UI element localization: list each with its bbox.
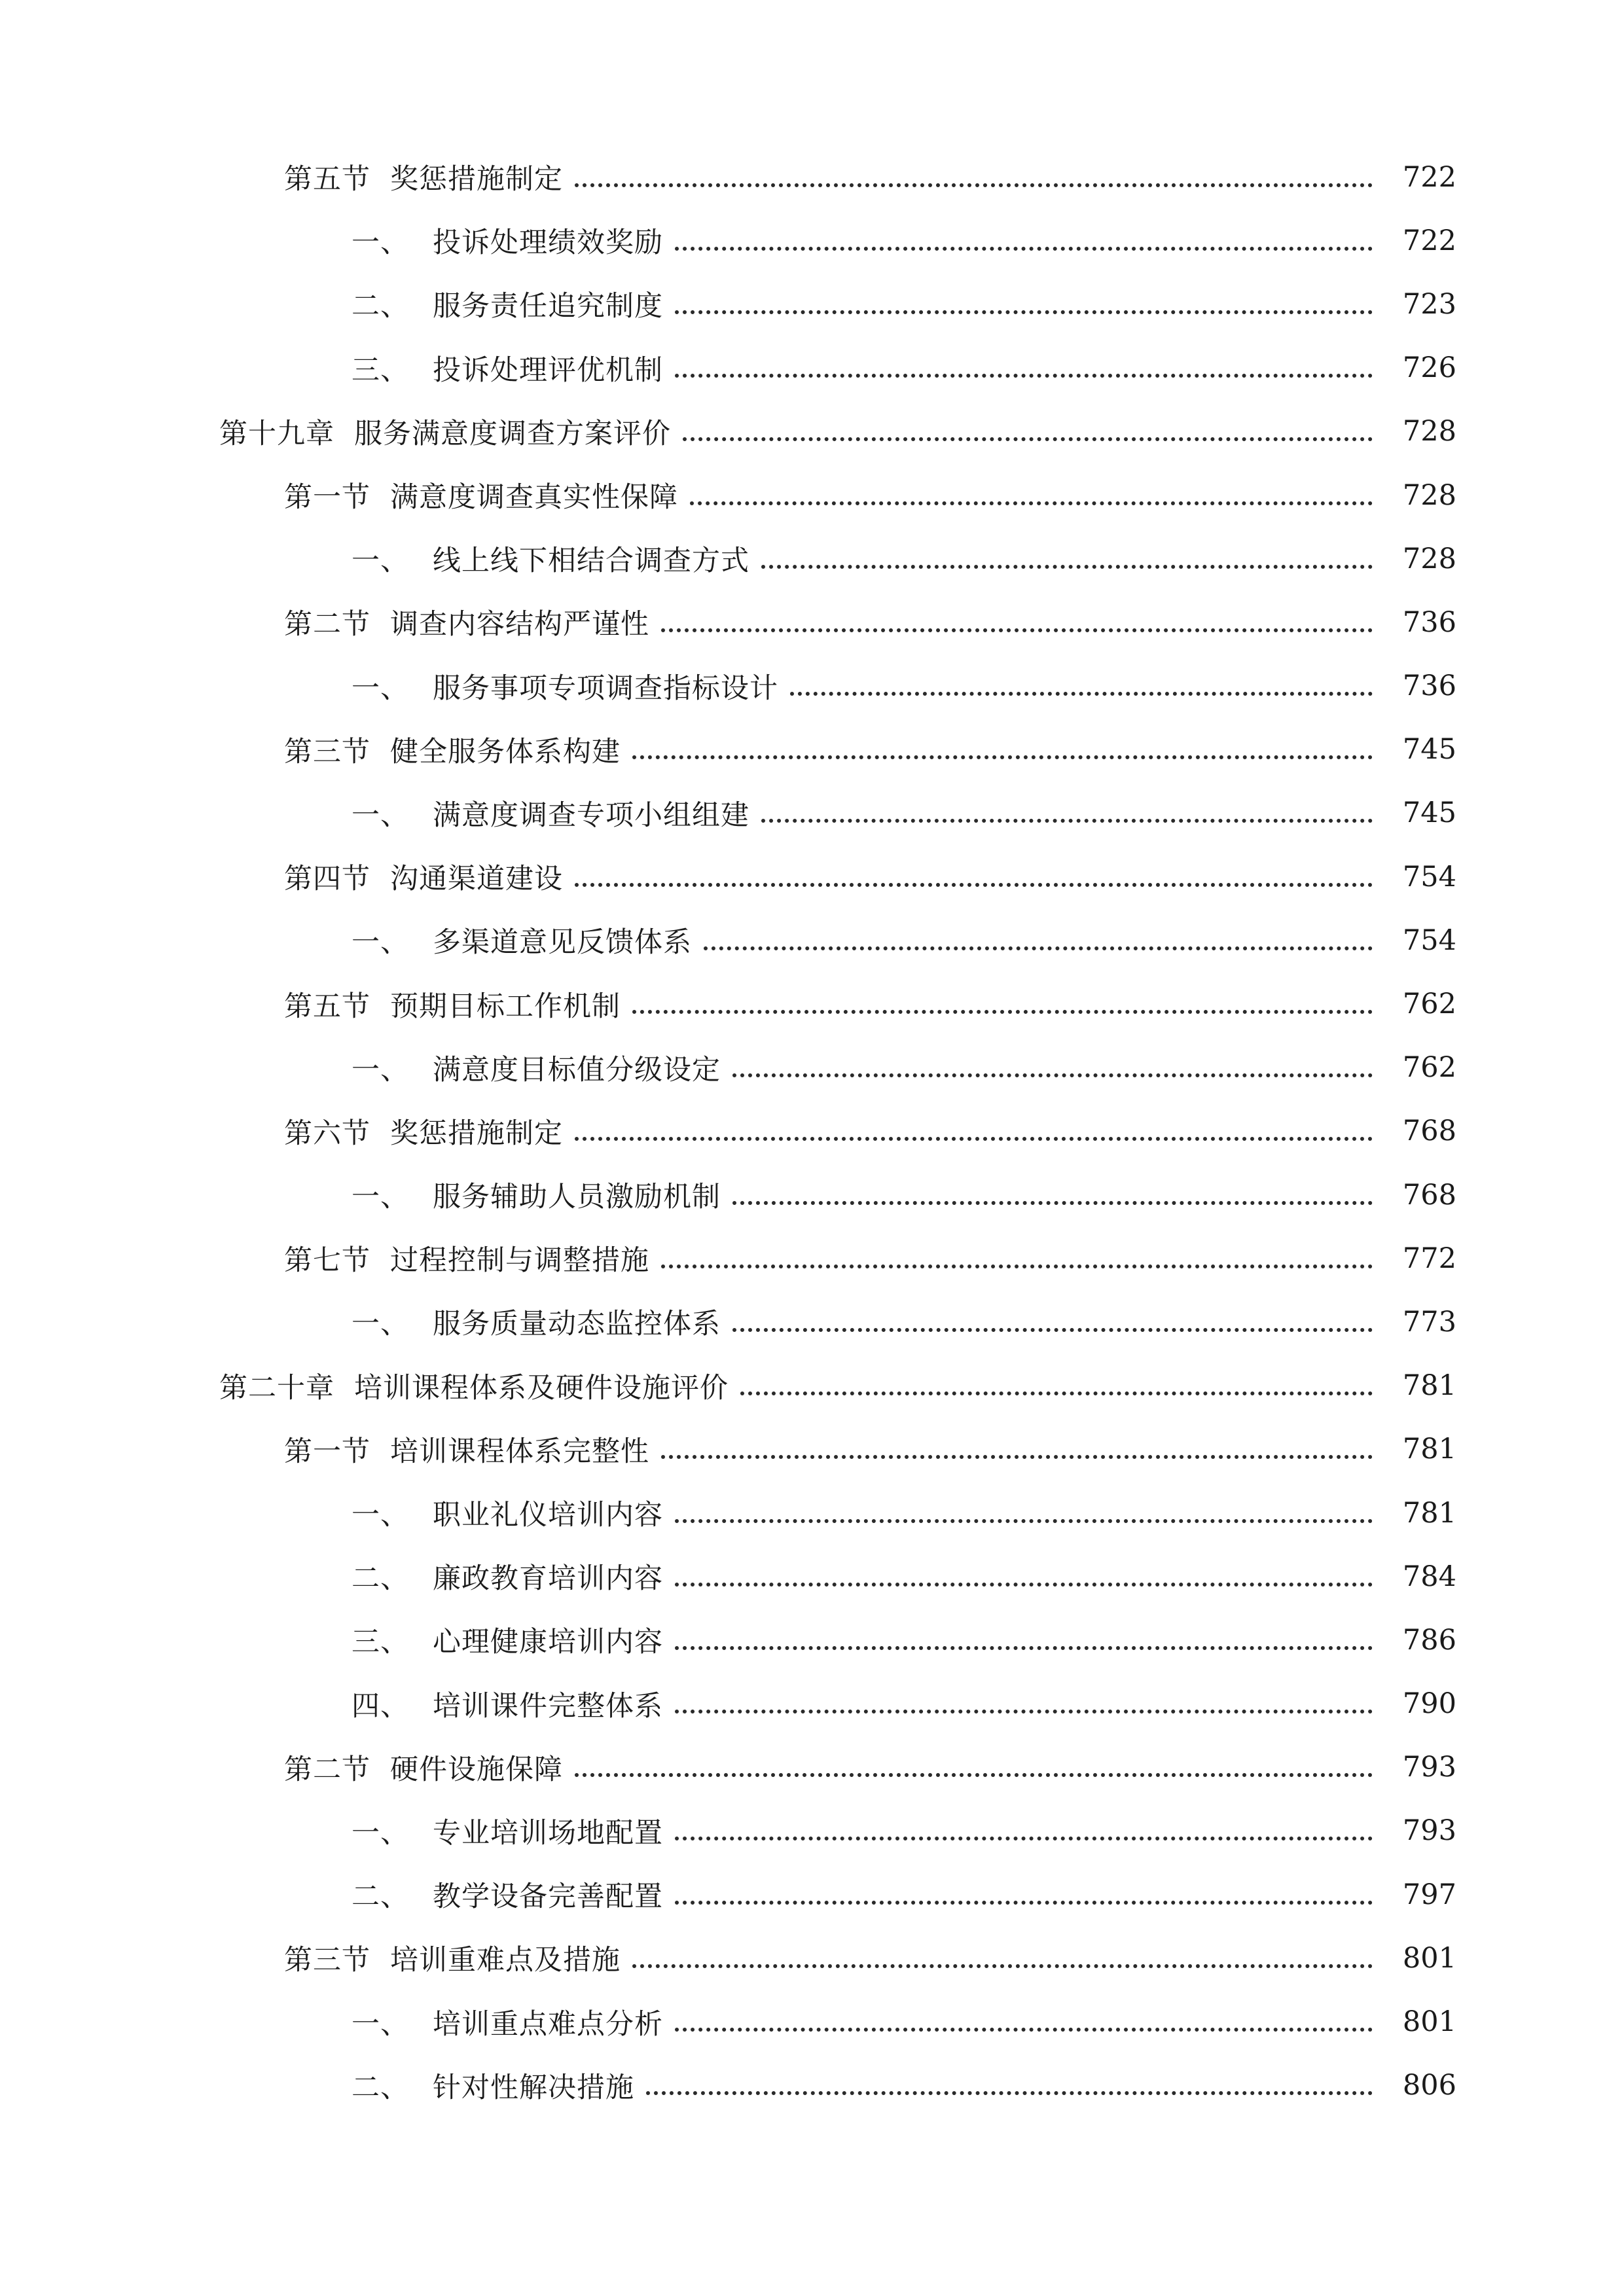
toc-page-number: 773 xyxy=(1402,1305,1456,1338)
dot-leader xyxy=(661,1265,1373,1268)
dot-leader xyxy=(732,1073,1373,1077)
toc-entry-number: 一、 xyxy=(352,798,409,832)
toc-entry-3[interactable] xyxy=(0,272,1624,336)
toc-entry-11[interactable] xyxy=(0,781,1624,845)
toc-entry-30[interactable] xyxy=(0,1990,1624,2053)
dot-leader xyxy=(675,1646,1373,1650)
toc-entry-text xyxy=(352,1811,663,1851)
toc-entry-text xyxy=(352,1556,663,1596)
toc-entry-text xyxy=(284,475,678,515)
toc-entry-23[interactable] xyxy=(0,1545,1624,1608)
dot-leader xyxy=(704,946,1373,950)
toc-page-number: 754 xyxy=(1402,924,1456,957)
toc-entry-title: 预期目标工作机制 xyxy=(390,990,621,1023)
toc-entry-text xyxy=(352,1493,663,1533)
dot-leader xyxy=(575,183,1373,187)
toc-entry-text xyxy=(352,793,749,833)
toc-entry-number: 第十九章 xyxy=(219,417,334,450)
toc-entry-19[interactable] xyxy=(0,1290,1624,1354)
toc-page-number: 754 xyxy=(1402,860,1456,893)
toc-entry-number: 一、 xyxy=(352,1499,409,1532)
toc-page-number: 772 xyxy=(1402,1242,1456,1275)
toc-entry-24[interactable] xyxy=(0,1608,1624,1672)
toc-entry-text xyxy=(352,1175,721,1215)
dot-leader xyxy=(761,565,1373,569)
toc-entry-text xyxy=(284,1938,621,1978)
toc-entry-number: 一、 xyxy=(352,1053,409,1086)
toc-entry-title: 过程控制与调整措施 xyxy=(390,1244,649,1278)
toc-entry-6[interactable] xyxy=(0,463,1624,527)
toc-entry-number: 一、 xyxy=(352,926,409,960)
toc-page-number: 801 xyxy=(1402,1941,1456,1975)
dot-leader xyxy=(675,310,1373,314)
toc-entry-22[interactable] xyxy=(0,1481,1624,1545)
toc-entry-15[interactable] xyxy=(0,1036,1624,1100)
toc-page-number: 728 xyxy=(1402,542,1456,575)
dot-leader xyxy=(761,819,1373,823)
toc-entry-text xyxy=(284,857,563,897)
dot-leader xyxy=(675,1837,1373,1840)
toc-entry-8[interactable] xyxy=(0,590,1624,654)
toc-entry-number: 第一节 xyxy=(284,481,370,514)
dot-leader xyxy=(683,437,1373,441)
toc-entry-title: 培训课程体系及硬件设施评价 xyxy=(354,1371,729,1405)
toc-entry-title: 满意度调查真实性保障 xyxy=(390,481,678,514)
toc-entry-text xyxy=(284,1238,649,1278)
toc-page-number: 728 xyxy=(1402,478,1456,512)
toc-entry-title: 服务辅助人员激励机制 xyxy=(433,1181,721,1214)
toc-entry-text xyxy=(284,602,649,642)
toc-entry-title: 服务责任追究制度 xyxy=(433,290,663,323)
toc-entry-1[interactable] xyxy=(0,145,1624,209)
toc-entry-number: 第五节 xyxy=(284,163,370,196)
toc-entry-13[interactable] xyxy=(0,908,1624,972)
dot-leader xyxy=(632,1010,1373,1014)
toc-page-number: 790 xyxy=(1402,1687,1456,1721)
toc-page-number: 768 xyxy=(1402,1115,1456,1148)
toc-entry-number: 第三节 xyxy=(284,1944,370,1977)
toc-entry-title: 专业培训场地配置 xyxy=(433,1816,663,1850)
toc-entry-16[interactable] xyxy=(0,1100,1624,1163)
toc-entry-number: 第二节 xyxy=(284,1753,370,1786)
toc-entry-text xyxy=(352,1302,721,1342)
toc-entry-title: 硬件设施保障 xyxy=(390,1753,563,1786)
dot-leader xyxy=(661,1455,1373,1459)
toc-entry-31[interactable] xyxy=(0,2054,1624,2117)
toc-entry-text xyxy=(352,539,749,579)
toc-entry-title: 职业礼仪培训内容 xyxy=(433,1499,663,1532)
toc-entry-29[interactable] xyxy=(0,1926,1624,1990)
toc-page-number: 806 xyxy=(1402,2069,1456,2102)
toc-entry-number: 一、 xyxy=(352,1816,409,1850)
dot-leader xyxy=(675,1710,1373,1713)
toc-entry-text xyxy=(352,2002,663,2042)
toc-entry-text xyxy=(284,157,563,197)
toc-entry-text xyxy=(284,1111,563,1151)
toc-page-number: 784 xyxy=(1402,1560,1456,1593)
toc-entry-title: 满意度调查专项小组组建 xyxy=(433,798,749,832)
toc-entry-text xyxy=(352,1684,663,1724)
dot-leader xyxy=(675,1519,1373,1523)
toc-entry-text xyxy=(352,1048,721,1088)
toc-entry-text xyxy=(284,730,621,770)
toc-entry-title: 服务质量动态监控体系 xyxy=(433,1308,721,1341)
toc-entry-title: 奖惩措施制定 xyxy=(390,1117,563,1150)
toc-entry-number: 二、 xyxy=(352,1562,409,1596)
toc-page-number: 762 xyxy=(1402,1051,1456,1085)
toc-page-number: 781 xyxy=(1402,1433,1456,1466)
toc-entry-number: 第一节 xyxy=(284,1435,370,1468)
toc-entry-text xyxy=(352,348,663,388)
toc-page-number: 723 xyxy=(1402,287,1456,321)
toc-entry-number: 一、 xyxy=(352,2007,409,2041)
toc-entry-title: 廉政教育培训内容 xyxy=(433,1562,663,1596)
toc-page-number: 801 xyxy=(1402,2005,1456,2039)
toc-page-number: 736 xyxy=(1402,670,1456,703)
toc-entry-25[interactable] xyxy=(0,1672,1624,1736)
dot-leader xyxy=(790,692,1373,696)
toc-entry-text xyxy=(352,221,663,260)
toc-entry-text xyxy=(352,284,663,324)
toc-page-number: 745 xyxy=(1402,733,1456,766)
dot-leader xyxy=(732,1201,1373,1205)
toc-entry-title: 培训重点难点分析 xyxy=(433,2007,663,2041)
toc-entry-28[interactable] xyxy=(0,1863,1624,1926)
toc-entry-title: 线上线下相结合调查方式 xyxy=(433,545,749,578)
toc-page-number: 728 xyxy=(1402,415,1456,448)
dot-leader xyxy=(732,1328,1373,1332)
toc-entry-text xyxy=(352,1874,663,1914)
toc-page-number: 762 xyxy=(1402,988,1456,1021)
toc-entry-title: 多渠道意见反馈体系 xyxy=(433,926,692,960)
toc-entry-18[interactable] xyxy=(0,1227,1624,1290)
toc-entry-title: 培训重难点及措施 xyxy=(390,1944,621,1977)
toc-entry-number: 二、 xyxy=(352,1880,409,1914)
toc-entry-17[interactable] xyxy=(0,1163,1624,1227)
toc-entry-number: 二、 xyxy=(352,2071,409,2104)
toc-entry-title: 培训课件完整体系 xyxy=(433,1689,663,1723)
toc-entry-10[interactable] xyxy=(0,718,1624,781)
toc-entry-number: 第七节 xyxy=(284,1244,370,1278)
dot-leader xyxy=(661,628,1373,632)
dot-leader xyxy=(632,1964,1373,1968)
toc-entry-number: 第二十章 xyxy=(219,1371,334,1405)
toc-entry-number: 第三节 xyxy=(284,735,370,768)
toc-entry-title: 培训课程体系完整性 xyxy=(390,1435,649,1468)
toc-entry-number: 第五节 xyxy=(284,990,370,1023)
toc-entry-title: 奖惩措施制定 xyxy=(390,163,563,196)
toc-entry-text xyxy=(352,920,692,960)
toc-entry-number: 一、 xyxy=(352,672,409,705)
toc-page-number: 781 xyxy=(1402,1496,1456,1530)
toc-page-number: 745 xyxy=(1402,797,1456,830)
dot-leader xyxy=(675,1583,1373,1587)
toc-entry-2[interactable] xyxy=(0,209,1624,272)
toc-entry-number: 第六节 xyxy=(284,1117,370,1150)
toc-entry-number: 一、 xyxy=(352,1308,409,1341)
toc-entry-title: 针对性解决措施 xyxy=(433,2071,634,2104)
toc-entry-title: 教学设备完善配置 xyxy=(433,1880,663,1914)
dot-leader xyxy=(675,247,1373,251)
toc-entry-text xyxy=(284,1748,563,1787)
toc-entry-title: 心理健康培训内容 xyxy=(433,1626,663,1659)
toc-entry-text xyxy=(219,412,671,452)
table-of-contents xyxy=(0,145,1624,2117)
toc-entry-text xyxy=(352,666,778,706)
dot-leader xyxy=(690,501,1373,505)
dot-leader xyxy=(575,1137,1373,1141)
dot-leader xyxy=(675,2028,1373,2032)
toc-entry-title: 满意度目标值分级设定 xyxy=(433,1053,721,1086)
dot-leader xyxy=(575,883,1373,887)
toc-entry-5[interactable] xyxy=(0,400,1624,463)
toc-entry-number: 三、 xyxy=(352,353,409,387)
toc-page-number: 736 xyxy=(1402,605,1456,639)
toc-entry-20[interactable] xyxy=(0,1354,1624,1418)
toc-entry-text xyxy=(284,1429,649,1469)
toc-page-number: 722 xyxy=(1402,160,1456,194)
toc-entry-title: 健全服务体系构建 xyxy=(390,735,621,768)
toc-entry-title: 服务满意度调查方案评价 xyxy=(354,417,671,450)
toc-entry-number: 一、 xyxy=(352,226,409,260)
toc-entry-21[interactable] xyxy=(0,1418,1624,1481)
toc-entry-number: 第二节 xyxy=(284,608,370,641)
toc-entry-number: 一、 xyxy=(352,545,409,578)
toc-entry-text xyxy=(352,2066,634,2106)
toc-entry-26[interactable] xyxy=(0,1736,1624,1799)
toc-page-number: 781 xyxy=(1402,1369,1456,1403)
toc-page-number: 726 xyxy=(1402,351,1456,385)
toc-entry-12[interactable] xyxy=(0,845,1624,908)
toc-page-number: 797 xyxy=(1402,1878,1456,1911)
toc-entry-title: 投诉处理绩效奖励 xyxy=(433,226,663,260)
toc-entry-number: 四、 xyxy=(352,1689,409,1723)
toc-entry-title: 服务事项专项调查指标设计 xyxy=(433,672,778,705)
dot-leader xyxy=(675,1901,1373,1905)
dot-leader xyxy=(740,1391,1373,1395)
dot-leader xyxy=(646,2091,1373,2095)
toc-page-number: 722 xyxy=(1402,224,1456,257)
toc-page-number: 793 xyxy=(1402,1751,1456,1784)
toc-entry-27[interactable] xyxy=(0,1799,1624,1863)
toc-entry-text xyxy=(352,1620,663,1660)
dot-leader xyxy=(575,1773,1373,1777)
toc-entry-4[interactable] xyxy=(0,336,1624,400)
toc-entry-number: 一、 xyxy=(352,1181,409,1214)
toc-page-number: 768 xyxy=(1402,1178,1456,1211)
toc-entry-text xyxy=(284,984,621,1024)
toc-entry-14[interactable] xyxy=(0,972,1624,1035)
toc-entry-title: 投诉处理评优机制 xyxy=(433,353,663,387)
toc-entry-text xyxy=(219,1366,729,1406)
dot-leader xyxy=(632,755,1373,759)
toc-entry-title: 沟通渠道建设 xyxy=(390,863,563,896)
toc-entry-number: 二、 xyxy=(352,290,409,323)
dot-leader xyxy=(675,374,1373,378)
toc-entry-7[interactable] xyxy=(0,527,1624,590)
toc-entry-number: 三、 xyxy=(352,1626,409,1659)
toc-entry-number: 第四节 xyxy=(284,863,370,896)
toc-entry-title: 调查内容结构严谨性 xyxy=(390,608,649,641)
toc-page-number: 786 xyxy=(1402,1623,1456,1657)
toc-page-number: 793 xyxy=(1402,1814,1456,1848)
toc-entry-9[interactable] xyxy=(0,655,1624,718)
